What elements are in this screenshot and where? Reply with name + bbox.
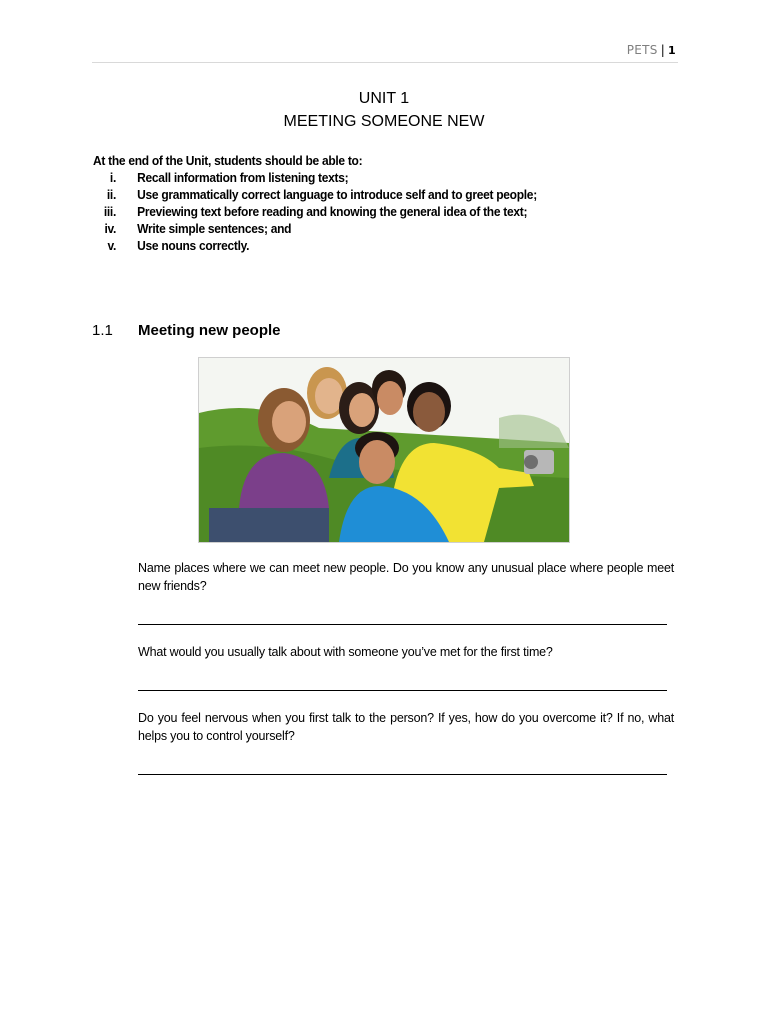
question-3: Do you feel nervous when you first talk to the person? If yes, how do you overcome it? If no, what helps you to control yourself?: [138, 711, 674, 743]
group-photo: [198, 357, 570, 543]
question-2: What would you usually talk about with someone you’ve met for the first time?: [138, 645, 553, 659]
objective-item: [93, 238, 669, 255]
objective-number: ii.: [106, 188, 117, 202]
question-1: Name places where we can meet new people. Do you know any unusual place where people meet new friends?: [138, 561, 674, 593]
header-brand: PETS: [626, 43, 658, 57]
answer-line-3[interactable]: [138, 774, 667, 775]
objective-number: i.: [109, 171, 117, 185]
objective-text: Previewing text before reading and knowing the general idea of the text;: [137, 205, 528, 219]
objective-text: Write simple sentences; and: [137, 222, 292, 236]
objectives-intro: At the end of the Unit, students should be able to:: [93, 154, 363, 168]
objectives-list: [93, 170, 669, 255]
page-header: [92, 38, 678, 63]
header-page-label: [627, 43, 676, 57]
objective-number: iii.: [103, 205, 117, 219]
group-photo-illustration: [199, 358, 569, 542]
unit-title: UNIT 1: [358, 90, 410, 107]
objective-item: [93, 204, 669, 221]
answer-line-2[interactable]: [138, 690, 667, 691]
objective-item: [93, 187, 669, 204]
answer-line-1[interactable]: [138, 624, 667, 625]
section-title: Meeting new people: [138, 322, 281, 339]
header-page-number: 1: [668, 44, 676, 57]
unit-subtitle: MEETING SOMEONE NEW: [283, 113, 485, 130]
objective-item: [93, 221, 669, 238]
objective-item: [93, 170, 669, 187]
objective-text: Use grammatically correct language to introduce self and to greet people;: [137, 188, 537, 202]
header-separator: |: [660, 43, 666, 57]
objective-text: Recall information from listening texts;: [137, 171, 349, 185]
objective-text: Use nouns correctly.: [137, 239, 250, 253]
section-number: 1.1: [92, 322, 113, 339]
learning-objectives: [93, 153, 669, 255]
objective-number: iv.: [104, 222, 117, 236]
section-heading: [92, 321, 281, 341]
objective-number: v.: [107, 239, 117, 253]
